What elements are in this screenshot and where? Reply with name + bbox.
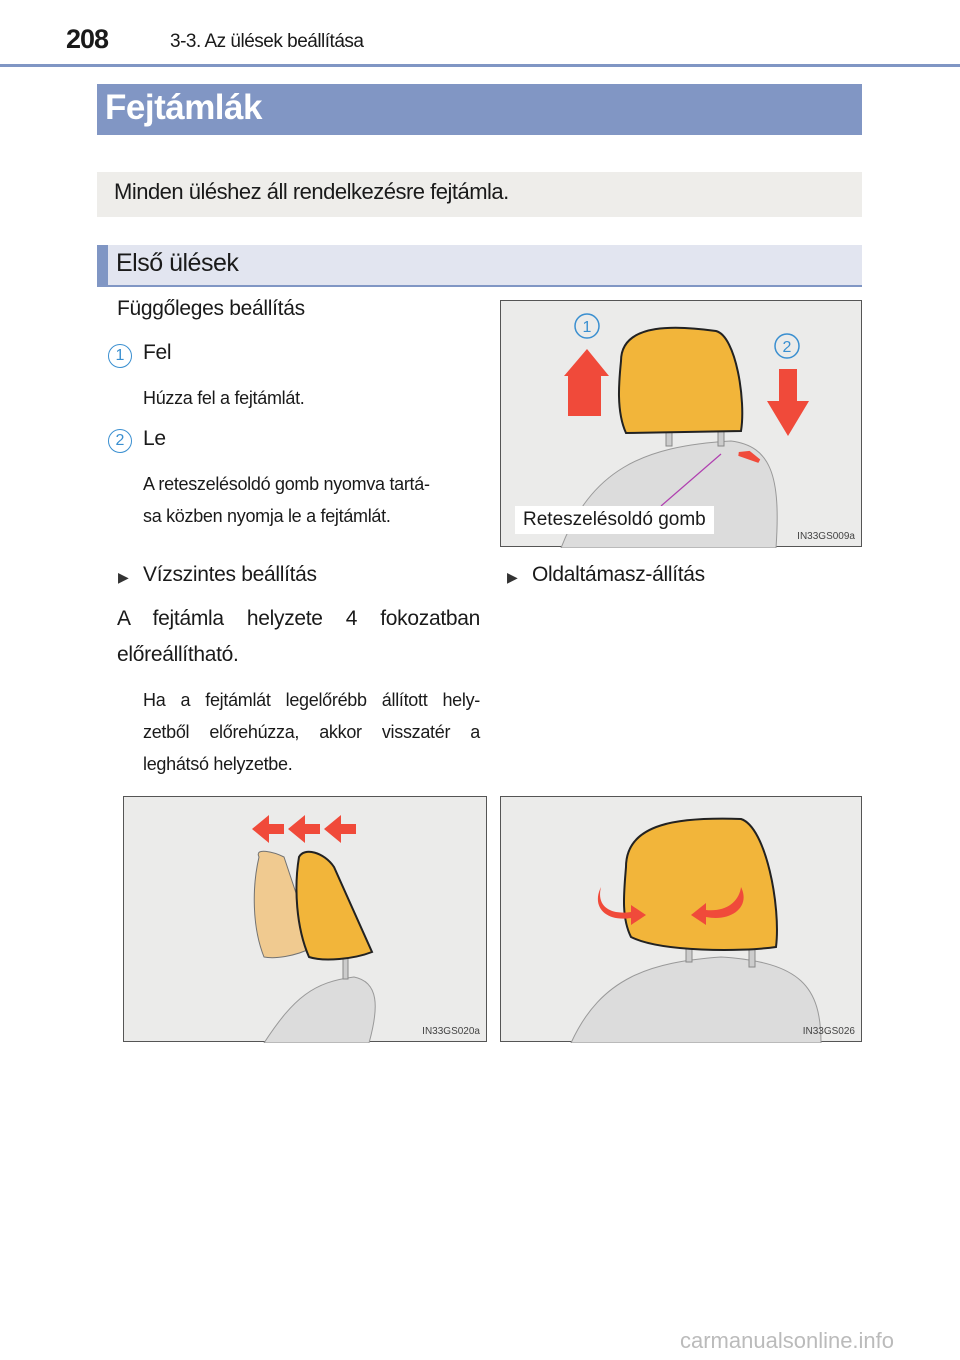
header-divider bbox=[0, 64, 960, 67]
step-number-2: 2 bbox=[108, 429, 132, 453]
step-label-down: Le bbox=[143, 427, 166, 450]
step-desc-down-2: sa közben nyomja le a fejtámlát. bbox=[143, 506, 391, 526]
horizontal-heading: Vízszintes beállítás bbox=[143, 563, 317, 586]
watermark: carmanualsonline.info bbox=[680, 1328, 895, 1353]
page-title: Fejtámlák bbox=[105, 88, 262, 127]
marker-2: 2 bbox=[782, 339, 792, 356]
horizontal-note-3: leghátsó helyzetbe. bbox=[143, 754, 293, 774]
release-button-callout: Reteszelésoldó gomb bbox=[515, 506, 714, 534]
triangle-bullet-icon: ▶ bbox=[507, 569, 518, 585]
headrest-side-illustration bbox=[501, 797, 863, 1043]
horizontal-text-1: A fejtámla helyzete 4 fokozatban bbox=[117, 607, 480, 630]
chapter-title: 3-3. Az ülések beállítása bbox=[170, 31, 364, 52]
horizontal-note-1: Ha a fejtámlát legelőrébb állított hely- bbox=[143, 690, 480, 710]
marker-1: 1 bbox=[582, 319, 592, 336]
horizontal-text-2: előreállítható. bbox=[117, 643, 239, 666]
figure-code: IN33GS009a bbox=[797, 531, 855, 542]
figure-vertical-adjust bbox=[500, 300, 862, 547]
step-desc-up: Húzza fel a fejtámlát. bbox=[143, 388, 305, 408]
figure-horizontal-adjust bbox=[123, 796, 487, 1042]
title-bar bbox=[97, 84, 862, 135]
intro-box bbox=[97, 172, 862, 217]
page-number: 208 bbox=[66, 24, 109, 54]
step-label-up: Fel bbox=[143, 341, 172, 364]
section-title: Első ülések bbox=[116, 249, 239, 277]
figure-code: IN33GS020a bbox=[422, 1026, 480, 1037]
triangle-bullet-icon: ▶ bbox=[118, 569, 129, 585]
vertical-heading: Függőleges beállítás bbox=[117, 297, 305, 320]
section-header bbox=[97, 245, 862, 287]
side-support-heading: Oldaltámasz-állítás bbox=[532, 563, 705, 586]
figure-code: IN33GS026 bbox=[802, 1026, 855, 1037]
step-number-1: 1 bbox=[108, 344, 132, 368]
step-desc-down-1: A reteszelésoldó gomb nyomva tartá- bbox=[143, 474, 430, 494]
section-accent bbox=[97, 245, 108, 287]
figure-side-support bbox=[500, 796, 862, 1042]
headrest-horizontal-illustration bbox=[124, 797, 488, 1043]
horizontal-note-2: zetből előrehúzza, akkor visszatér a bbox=[143, 722, 480, 742]
intro-text: Minden üléshez áll rendelkezésre fejtámla. bbox=[114, 179, 509, 204]
